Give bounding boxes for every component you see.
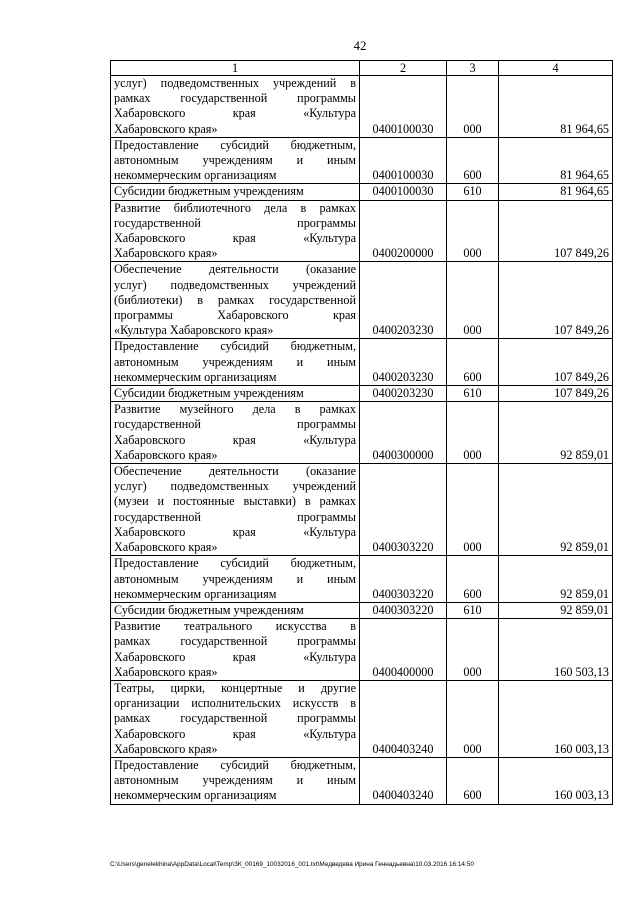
column-header: 4 — [499, 61, 613, 76]
row-name-line: Хабаровского края «Культура — [114, 726, 356, 741]
row-code-cell: 0400403240 — [360, 757, 447, 804]
row-name-line: Развитие музейного дела в рамках — [114, 402, 356, 417]
row-amount-cell: 81 964,65 — [499, 76, 613, 138]
row-type-cell: 610 — [447, 386, 499, 402]
footer-file-path: C:\Users\genelekhina\AppData\Local\Temp\ЗК_00169_10032016_001.txt\Медведева Ирина Геннадьевна\10.03.2016 16:14:50 — [110, 861, 474, 868]
row-name-line: Субсидии бюджетным учреждениям — [114, 602, 304, 617]
row-amount-cell: 160 003,13 — [499, 757, 613, 804]
row-name-line: (музеи и постоянные выставки) в рамках — [114, 494, 356, 509]
table-row — [111, 680, 613, 757]
row-type-cell: 610 — [447, 602, 499, 618]
row-name-line: государственной программы — [114, 215, 356, 230]
row-name-cell — [111, 602, 360, 618]
row-name-line: (библиотеки) в рамках государственной — [114, 292, 356, 307]
row-name-cell — [111, 184, 360, 200]
row-amount-cell: 81 964,65 — [499, 184, 613, 200]
row-name-line: некоммерческим организациям — [114, 586, 277, 601]
row-name-line: «Культура Хабаровского края» — [114, 323, 274, 338]
row-code-cell: 0400200000 — [360, 200, 447, 262]
row-name-cell — [111, 76, 360, 138]
row-type-cell: 000 — [447, 680, 499, 757]
row-name-line: услуг) подведомственных учреждений — [114, 479, 356, 494]
row-name-line: Предоставление субсидий бюджетным, — [114, 556, 356, 571]
row-type-cell: 610 — [447, 184, 499, 200]
row-name-line: Развитие библиотечного дела в рамках — [114, 200, 356, 215]
column-header: 1 — [111, 61, 360, 76]
row-name-cell — [111, 757, 360, 804]
row-name-line: автономным учреждениям и иным — [114, 354, 356, 369]
row-code-cell: 0400100030 — [360, 137, 447, 184]
row-name-line: услуг) подведомственных учреждений в — [114, 76, 356, 90]
row-name-line: Хабаровского края» — [114, 447, 218, 462]
row-name-cell — [111, 262, 360, 339]
table-row — [111, 262, 613, 339]
row-name-line: Хабаровского края» — [114, 540, 218, 555]
row-name-line: Обеспечение деятельности (оказание — [114, 464, 356, 479]
row-code-cell: 0400203230 — [360, 386, 447, 402]
table-row — [111, 137, 613, 184]
row-amount-cell: 92 859,01 — [499, 556, 613, 603]
row-amount-cell: 81 964,65 — [499, 137, 613, 184]
row-name-line: Хабаровского края» — [114, 246, 218, 261]
row-name-cell — [111, 200, 360, 262]
row-type-cell: 600 — [447, 137, 499, 184]
row-amount-cell: 107 849,26 — [499, 262, 613, 339]
table-row — [111, 200, 613, 262]
table-row — [111, 184, 613, 200]
table-row — [111, 402, 613, 464]
row-name-line: Хабаровского края» — [114, 121, 218, 136]
row-name-line: автономным учреждениям и иным — [114, 153, 356, 168]
row-name-line: Хабаровского края «Культура — [114, 231, 356, 246]
row-type-cell: 600 — [447, 757, 499, 804]
row-name-line: услуг) подведомственных учреждений — [114, 277, 356, 292]
row-name-line: Хабаровского края «Культура — [114, 524, 356, 539]
row-name-line: Предоставление субсидий бюджетным, — [114, 339, 356, 354]
table-header-row — [111, 61, 613, 76]
row-name-line: Предоставление субсидий бюджетным, — [114, 757, 356, 772]
budget-table — [110, 60, 613, 805]
row-name-line: некоммерческим организациям — [114, 788, 277, 803]
column-header: 3 — [447, 61, 499, 76]
table-row — [111, 619, 613, 681]
row-name-line: Субсидии бюджетным учреждениям — [114, 386, 304, 401]
row-code-cell: 0400303220 — [360, 602, 447, 618]
row-name-line: Развитие театрального искусства в — [114, 619, 356, 634]
row-name-cell — [111, 402, 360, 464]
row-name-line: рамках государственной программы — [114, 711, 356, 726]
row-name-line: программы Хабаровского края — [114, 308, 356, 323]
table-row — [111, 464, 613, 556]
table-body — [111, 76, 613, 805]
row-amount-cell: 160 503,13 — [499, 619, 613, 681]
row-name-line: рамках государственной программы — [114, 634, 356, 649]
row-name-line: организации исполнительских искусств в — [114, 696, 356, 711]
row-name-line: автономным учреждениям и иным — [114, 773, 356, 788]
row-name-line: рамках государственной программы — [114, 91, 356, 106]
row-name-line: Обеспечение деятельности (оказание — [114, 262, 356, 277]
row-code-cell: 0400100030 — [360, 184, 447, 200]
row-type-cell: 600 — [447, 556, 499, 603]
row-name-line: автономным учреждениям и иным — [114, 571, 356, 586]
row-name-cell — [111, 556, 360, 603]
row-name-cell — [111, 339, 360, 386]
row-name-line: Хабаровского края «Культура — [114, 432, 356, 447]
table-row — [111, 757, 613, 804]
row-name-cell — [111, 680, 360, 757]
row-amount-cell: 92 859,01 — [499, 602, 613, 618]
row-name-cell — [111, 386, 360, 402]
column-header: 2 — [360, 61, 447, 76]
row-name-line: Театры, цирки, концертные и другие — [114, 680, 356, 695]
row-type-cell: 000 — [447, 402, 499, 464]
row-code-cell: 0400203230 — [360, 339, 447, 386]
row-type-cell: 000 — [447, 76, 499, 138]
row-name-line: некоммерческим организациям — [114, 168, 277, 183]
row-code-cell: 0400203230 — [360, 262, 447, 339]
row-amount-cell: 160 003,13 — [499, 680, 613, 757]
page-number: 42 — [353, 38, 367, 53]
row-type-cell: 000 — [447, 262, 499, 339]
row-name-line: Хабаровского края «Культура — [114, 106, 356, 121]
row-name-line: государственной программы — [114, 417, 356, 432]
row-code-cell: 0400403240 — [360, 680, 447, 757]
row-name-line: Хабаровского края «Культура — [114, 649, 356, 664]
table-row — [111, 556, 613, 603]
table-row — [111, 76, 613, 138]
row-amount-cell: 107 849,26 — [499, 386, 613, 402]
row-name-line: Хабаровского края» — [114, 741, 218, 756]
table-row — [111, 386, 613, 402]
row-amount-cell: 92 859,01 — [499, 402, 613, 464]
row-type-cell: 000 — [447, 200, 499, 262]
row-amount-cell: 107 849,26 — [499, 200, 613, 262]
row-type-cell: 600 — [447, 339, 499, 386]
row-name-line: Предоставление субсидий бюджетным, — [114, 137, 356, 152]
row-amount-cell: 107 849,26 — [499, 339, 613, 386]
row-name-cell — [111, 464, 360, 556]
row-name-cell — [111, 619, 360, 681]
row-name-cell — [111, 137, 360, 184]
row-code-cell: 0400400000 — [360, 619, 447, 681]
row-name-line: Хабаровского края» — [114, 664, 218, 679]
table-row — [111, 339, 613, 386]
row-name-line: государственной программы — [114, 509, 356, 524]
row-type-cell: 000 — [447, 619, 499, 681]
row-code-cell: 0400100030 — [360, 76, 447, 138]
row-amount-cell: 92 859,01 — [499, 464, 613, 556]
table-row — [111, 602, 613, 618]
row-name-line: некоммерческим организациям — [114, 369, 277, 384]
row-code-cell: 0400303220 — [360, 556, 447, 603]
row-type-cell: 000 — [447, 464, 499, 556]
row-code-cell: 0400303220 — [360, 464, 447, 556]
row-name-line: Субсидии бюджетным учреждениям — [114, 184, 304, 199]
row-code-cell: 0400300000 — [360, 402, 447, 464]
